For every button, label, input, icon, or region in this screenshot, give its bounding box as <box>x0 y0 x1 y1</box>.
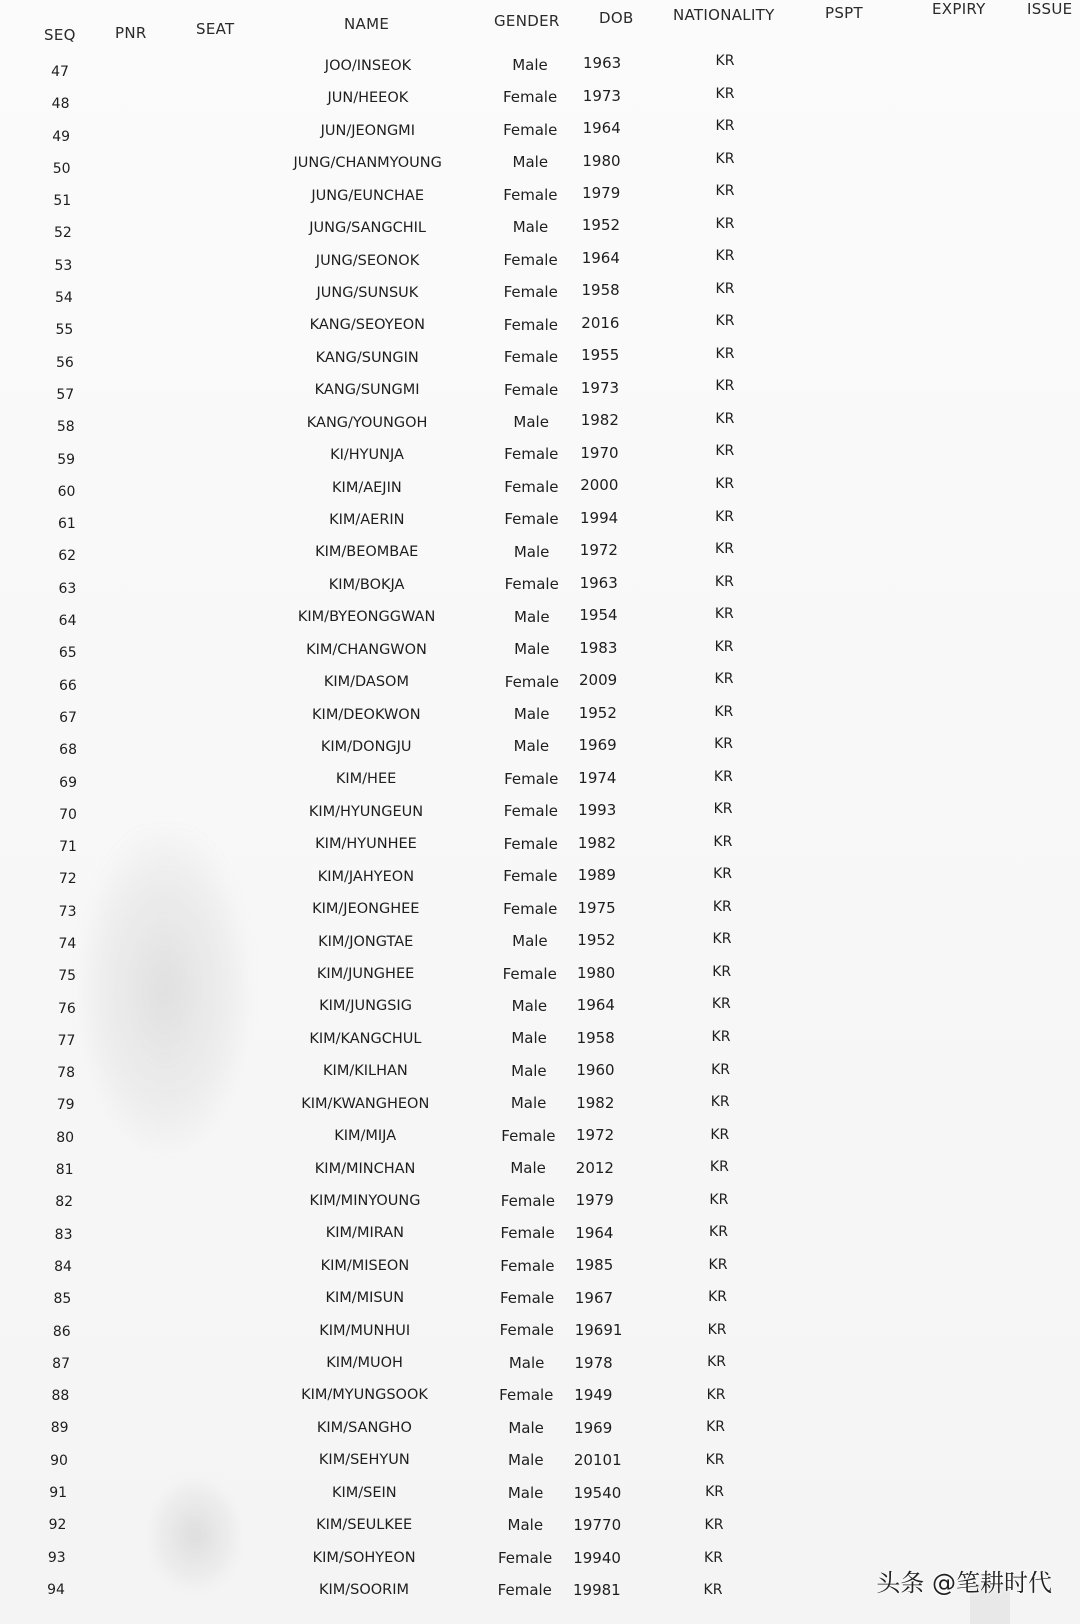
dob-cell: 1982 <box>576 1093 615 1112</box>
name-cell: KIM/MIRAN <box>325 1225 404 1242</box>
seq-cell: 93 <box>47 1549 66 1566</box>
seq-cell: 61 <box>57 516 76 533</box>
seq-cell: 78 <box>57 1065 75 1082</box>
table-row <box>0 315 1080 347</box>
name-cell: KIM/HYUNGEUN <box>308 803 424 820</box>
nationality-cell: KR <box>711 1029 731 1045</box>
header-gender: GENDER <box>494 12 560 30</box>
nationality-cell: KR <box>715 313 735 330</box>
seq-cell: 70 <box>59 806 77 823</box>
name-cell: KIM/MINCHAN <box>314 1160 416 1177</box>
seq-cell: 84 <box>54 1258 72 1275</box>
dob-cell: 19940 <box>573 1548 621 1567</box>
seq-cell: 55 <box>55 322 74 339</box>
name-cell: KIM/BEOMBAE <box>315 544 419 561</box>
header-issue: ISSUE <box>1027 0 1073 18</box>
table-row <box>0 834 1080 866</box>
seq-cell: 50 <box>52 160 71 177</box>
name-cell: JUN/JEONGMI <box>320 122 415 139</box>
table-row <box>0 932 1080 964</box>
nationality-cell: KR <box>703 1582 723 1598</box>
table-row <box>0 1321 1080 1353</box>
name-cell: KIM/KWANGHEON <box>301 1095 430 1112</box>
dob-cell: 1952 <box>577 931 616 950</box>
table-row <box>0 1515 1080 1547</box>
header-pspt: PSPT <box>825 4 863 22</box>
gender-cell: Female <box>504 477 559 496</box>
dob-cell: 1980 <box>577 963 616 982</box>
header-seq: SEQ <box>44 26 76 44</box>
nationality-cell: KR <box>710 1094 730 1110</box>
name-cell: KIM/JUNGHEE <box>316 965 415 982</box>
dob-cell: 1973 <box>580 378 620 397</box>
nationality-cell: KR <box>711 996 731 1013</box>
nationality-cell: KR <box>707 1321 727 1338</box>
gender-cell: Female <box>502 964 557 983</box>
table-row <box>0 85 1080 120</box>
seq-cell: 82 <box>55 1194 74 1211</box>
nationality-cell: KR <box>712 898 732 915</box>
nationality-cell: KR <box>714 573 734 590</box>
table-row <box>0 53 1080 88</box>
gender-cell: Female <box>503 834 558 853</box>
gender-cell: Male <box>513 412 549 431</box>
dob-cell: 1972 <box>576 1126 615 1145</box>
seq-cell: 58 <box>56 419 75 436</box>
nationality-cell: KR <box>715 53 735 69</box>
dob-cell: 2012 <box>575 1158 614 1177</box>
table-row <box>0 802 1080 834</box>
nationality-cell: KR <box>714 638 734 655</box>
table-row <box>0 1159 1080 1191</box>
dob-cell: 1982 <box>577 833 617 852</box>
nationality-cell: KR <box>715 410 735 427</box>
table-row <box>0 1450 1080 1482</box>
dob-cell: 1985 <box>575 1256 614 1275</box>
gender-cell: Female <box>504 769 559 788</box>
dob-cell: 1964 <box>582 119 621 137</box>
gender-cell: Female <box>504 575 559 594</box>
dob-cell: 1979 <box>575 1191 614 1210</box>
gender-cell: Male <box>513 542 550 561</box>
gender-cell: Female <box>503 283 558 302</box>
nationality-cell: KR <box>715 248 735 265</box>
nationality-cell: KR <box>710 1126 730 1143</box>
name-cell: KIM/DEOKWON <box>312 706 421 723</box>
gender-cell: Female <box>500 1191 556 1210</box>
dob-cell: 1967 <box>574 1288 614 1307</box>
dob-cell: 1994 <box>580 508 619 527</box>
dob-cell: 19540 <box>573 1483 622 1502</box>
table-row <box>0 150 1080 185</box>
seq-cell: 86 <box>52 1323 71 1340</box>
gender-cell: Female <box>499 1321 554 1340</box>
seq-cell: 62 <box>58 548 77 565</box>
name-cell: JOO/INSEOK <box>324 58 412 74</box>
seq-cell: 64 <box>58 612 77 629</box>
seq-cell: 71 <box>59 839 77 856</box>
seq-cell: 68 <box>59 742 77 759</box>
name-cell: JUNG/SUNSUK <box>316 285 419 301</box>
dob-cell: 2016 <box>581 313 620 332</box>
nationality-cell: KR <box>705 1484 725 1501</box>
nationality-cell: KR <box>715 85 735 102</box>
gender-cell: Male <box>510 1159 546 1178</box>
seq-cell: 52 <box>53 225 72 242</box>
name-cell: KIM/MINYOUNG <box>309 1192 421 1209</box>
dob-cell: 1960 <box>576 1061 615 1080</box>
dob-cell: 1964 <box>576 996 615 1015</box>
dob-cell: 1958 <box>581 281 620 300</box>
gender-cell: Female <box>503 348 559 366</box>
nationality-cell: KR <box>715 475 735 492</box>
table-row <box>0 1256 1080 1288</box>
header-name: NAME <box>344 15 390 33</box>
table-row <box>0 1029 1080 1061</box>
name-cell: KANG/SUNGMI <box>314 382 420 399</box>
name-cell: KIM/JUNGSIG <box>319 998 412 1015</box>
nationality-cell: KR <box>711 1061 731 1078</box>
gender-cell: Male <box>511 996 548 1015</box>
nationality-cell: KR <box>707 1354 727 1371</box>
name-cell: KIM/MUOH <box>326 1355 403 1371</box>
nationality-cell: KR <box>715 345 735 362</box>
header-expiry: EXPIRY <box>932 0 986 18</box>
name-cell: JUNG/SANGCHIL <box>309 220 426 237</box>
seq-cell: 80 <box>56 1129 75 1146</box>
table-row <box>0 280 1080 315</box>
seq-cell: 48 <box>51 96 70 113</box>
gender-cell: Female <box>497 1581 552 1599</box>
dob-cell: 19691 <box>574 1321 623 1340</box>
dob-cell: 1982 <box>580 411 619 430</box>
gender-cell: Male <box>508 1418 544 1437</box>
nationality-cell: KR <box>704 1549 723 1566</box>
table-row <box>0 1061 1080 1093</box>
nationality-cell: KR <box>713 801 733 818</box>
table-row <box>0 445 1080 477</box>
header-dob: DOB <box>599 9 634 27</box>
dob-cell: 20101 <box>573 1451 622 1469</box>
gender-cell: Female <box>503 185 558 204</box>
gender-cell: Female <box>503 380 559 399</box>
seq-cell: 49 <box>52 128 71 145</box>
gender-cell: Female <box>504 445 559 464</box>
name-cell: KIM/HEE <box>335 771 397 788</box>
table-row <box>0 380 1080 412</box>
name-cell: KIM/JONGTAE <box>318 933 414 950</box>
name-cell: JUNG/EUNCHAE <box>311 187 424 204</box>
dob-cell: 1973 <box>582 86 621 105</box>
header-pnr: PNR <box>115 24 147 42</box>
nationality-cell: KR <box>706 1386 726 1403</box>
seq-cell: 66 <box>58 677 77 694</box>
table-row <box>0 1126 1080 1158</box>
dob-cell: 19770 <box>573 1516 622 1534</box>
dob-cell: 1952 <box>581 216 621 235</box>
gender-cell: Female <box>503 250 558 269</box>
gender-cell: Female <box>503 315 559 334</box>
gender-cell: Male <box>512 56 548 74</box>
name-cell: KIM/JAHYEON <box>317 868 415 885</box>
nationality-cell: KR <box>715 378 735 395</box>
dob-cell: 1979 <box>582 184 621 202</box>
seq-cell: 72 <box>58 871 77 888</box>
gender-cell: Male <box>511 1029 547 1048</box>
gender-cell: Male <box>512 932 548 951</box>
name-cell: KIM/SEULKEE <box>316 1517 413 1534</box>
name-cell: KIM/MYUNGSOOK <box>301 1387 428 1404</box>
gender-cell: Male <box>508 1353 545 1372</box>
table-row <box>0 248 1080 283</box>
seq-cell: 67 <box>59 709 77 726</box>
name-cell: KIM/BYEONGGWAN <box>297 609 436 626</box>
dob-cell: 1955 <box>581 346 620 365</box>
name-cell: KIM/KANGCHUL <box>309 1030 422 1047</box>
gender-cell: Female <box>501 1126 556 1145</box>
gender-cell: Female <box>497 1548 553 1567</box>
dob-cell: 1958 <box>576 1028 615 1047</box>
gender-cell: Female <box>500 1224 555 1243</box>
dob-cell: 1963 <box>583 54 622 72</box>
seq-cell: 54 <box>54 290 73 307</box>
name-cell: KIM/DASOM <box>323 674 409 691</box>
dob-cell: 1974 <box>578 768 617 787</box>
seq-cell: 51 <box>53 193 72 210</box>
dob-cell: 1978 <box>574 1353 613 1372</box>
seq-cell: 57 <box>56 386 75 403</box>
nationality-cell: KR <box>714 606 734 622</box>
gender-cell: Female <box>503 899 558 918</box>
name-cell: KIM/AERIN <box>329 512 405 528</box>
nationality-cell: KR <box>709 1224 728 1241</box>
nationality-cell: KR <box>715 183 735 200</box>
seq-cell: 91 <box>49 1485 68 1502</box>
gender-cell: Male <box>507 1516 544 1535</box>
name-cell: KIM/MISUN <box>325 1290 405 1307</box>
table-row <box>0 1483 1080 1515</box>
seq-cell: 77 <box>57 1032 76 1049</box>
nationality-cell: KR <box>704 1516 724 1533</box>
name-cell: KANG/SUNGIN <box>315 349 419 366</box>
table-row <box>0 345 1080 380</box>
seq-cell: 90 <box>50 1452 68 1469</box>
table-row <box>0 964 1080 996</box>
name-cell: KIM/SOORIM <box>318 1582 410 1598</box>
nationality-cell: KR <box>715 541 734 557</box>
table-row <box>0 672 1080 704</box>
table-row <box>0 215 1080 250</box>
gender-cell: Male <box>511 1061 547 1080</box>
dob-cell: 1964 <box>575 1223 614 1242</box>
name-cell: KIM/HYUNHEE <box>315 836 417 853</box>
header-nationality: NATIONALITY <box>673 6 775 24</box>
table-row <box>0 996 1080 1028</box>
seq-cell: 56 <box>55 354 74 371</box>
dob-cell: 1954 <box>579 606 618 625</box>
nationality-cell: KR <box>709 1159 729 1176</box>
nationality-cell: KR <box>715 508 735 525</box>
name-cell: KIM/SEIN <box>331 1484 397 1501</box>
table-row <box>0 640 1080 672</box>
name-cell: KIM/JEONGHEE <box>312 901 420 918</box>
gender-cell: Female <box>499 1289 555 1307</box>
seq-cell: 47 <box>51 64 69 80</box>
seq-cell: 79 <box>56 1097 75 1114</box>
seq-cell: 87 <box>52 1355 70 1372</box>
table-row <box>0 1418 1080 1450</box>
name-cell: KIM/KILHAN <box>323 1063 408 1080</box>
table-row <box>0 737 1080 769</box>
name-cell: JUN/HEEOK <box>327 90 409 107</box>
name-cell: KIM/MIJA <box>334 1128 397 1144</box>
table-row <box>0 705 1080 737</box>
dob-cell: 1949 <box>574 1386 613 1404</box>
seq-cell: 73 <box>58 903 77 920</box>
table-row <box>0 510 1080 542</box>
seq-cell: 75 <box>58 968 77 985</box>
nationality-cell: KR <box>713 833 733 850</box>
dob-cell: 2000 <box>580 476 619 495</box>
gender-cell: Male <box>514 640 550 659</box>
table-row <box>0 867 1080 899</box>
gender-cell: Female <box>504 672 560 691</box>
gender-cell: Female <box>503 120 558 139</box>
seq-cell: 89 <box>50 1420 69 1437</box>
seq-cell: 76 <box>57 1000 76 1017</box>
name-cell: KI/HYUNJA <box>330 447 404 464</box>
nationality-cell: KR <box>708 1256 728 1273</box>
table-row <box>0 899 1080 931</box>
dob-cell: 1969 <box>574 1418 613 1437</box>
seq-cell: 83 <box>54 1226 73 1243</box>
seq-cell: 85 <box>53 1291 72 1308</box>
seq-cell: 74 <box>58 936 77 953</box>
nationality-cell: KR <box>715 280 735 297</box>
nationality-cell: KR <box>713 866 733 883</box>
nationality-cell: KR <box>708 1289 728 1306</box>
seq-cell: 92 <box>48 1517 67 1534</box>
name-cell: KIM/SEHYUN <box>318 1452 410 1469</box>
name-cell: KIM/AEJIN <box>332 479 402 496</box>
nationality-cell: KR <box>713 768 733 785</box>
table-row <box>0 475 1080 510</box>
dob-cell: 1980 <box>582 151 621 170</box>
name-cell: KIM/MISEON <box>320 1257 410 1274</box>
gender-cell: Male <box>514 607 550 626</box>
gender-cell: Female <box>504 510 559 529</box>
nationality-cell: KR <box>715 215 735 232</box>
seq-cell: 60 <box>57 483 76 500</box>
table-row <box>0 542 1080 574</box>
nationality-cell: KR <box>715 118 735 135</box>
gender-cell: Male <box>507 1483 544 1502</box>
table-row <box>0 769 1080 801</box>
name-cell: KANG/YOUNGOH <box>306 414 428 431</box>
nationality-cell: KR <box>714 703 734 720</box>
nationality-cell: KR <box>715 150 735 167</box>
table-row <box>0 1191 1080 1223</box>
name-cell: KIM/SOHYEON <box>312 1549 416 1566</box>
dob-cell: 1983 <box>579 638 618 657</box>
gender-cell: Female <box>503 867 558 886</box>
name-cell: KIM/BOKJA <box>328 576 405 593</box>
header-seat: SEAT <box>196 20 235 38</box>
gender-cell: Female <box>502 88 558 107</box>
gender-cell: Male <box>510 1094 547 1113</box>
table-row <box>0 1094 1080 1126</box>
dob-cell: 1964 <box>581 249 620 267</box>
gender-cell: Male <box>513 737 550 756</box>
seq-cell: 53 <box>54 257 73 274</box>
table-row <box>0 575 1080 607</box>
name-cell: KANG/SEOYEON <box>309 317 425 334</box>
seq-cell: 81 <box>55 1162 74 1179</box>
dob-cell: 1975 <box>577 898 616 917</box>
table-row <box>0 1353 1080 1385</box>
name-cell: KIM/DONGJU <box>320 738 412 755</box>
dob-cell: 1993 <box>578 801 617 820</box>
nationality-cell: KR <box>714 671 734 688</box>
nationality-cell: KR <box>714 736 734 753</box>
nationality-cell: KR <box>715 443 735 460</box>
name-cell: JUNG/CHANMYOUNG <box>293 155 442 172</box>
seq-cell: 88 <box>51 1388 70 1405</box>
gender-cell: Male <box>508 1451 544 1470</box>
gender-cell: Male <box>512 153 549 172</box>
dob-cell: 1969 <box>578 736 617 755</box>
name-cell: KIM/SANGHO <box>316 1419 412 1436</box>
seq-cell: 59 <box>57 451 76 468</box>
gender-cell: Female <box>499 1386 554 1405</box>
seq-cell: 94 <box>47 1582 65 1598</box>
nationality-cell: KR <box>705 1451 725 1468</box>
table-row <box>0 607 1080 639</box>
seq-cell: 65 <box>58 645 77 662</box>
nationality-cell: KR <box>712 931 732 948</box>
gender-cell: Male <box>513 704 550 723</box>
table-row <box>0 183 1080 218</box>
seq-cell: 69 <box>59 774 77 791</box>
name-cell: KIM/CHANGWON <box>306 641 427 658</box>
name-cell: KIM/MUNHUI <box>319 1322 411 1339</box>
dob-cell: 2009 <box>579 671 618 690</box>
watermark-text: 头条 @笔耕时代 <box>876 1569 1052 1597</box>
dob-cell: 1963 <box>579 573 618 592</box>
dob-cell: 1972 <box>579 541 618 560</box>
nationality-cell: KR <box>706 1419 726 1436</box>
dob-cell: 1970 <box>580 443 619 462</box>
table-row <box>0 118 1080 153</box>
table-row <box>0 1223 1080 1255</box>
name-cell: JUNG/SEONOK <box>315 252 420 269</box>
gender-cell: Female <box>503 802 559 821</box>
dob-cell: 19981 <box>573 1581 621 1599</box>
nationality-cell: KR <box>709 1191 729 1208</box>
table-row <box>0 1288 1080 1320</box>
seq-cell: 63 <box>58 580 77 597</box>
gender-cell: Male <box>512 218 549 237</box>
dob-cell: 1952 <box>578 703 617 722</box>
dob-cell: 1989 <box>577 866 616 885</box>
gender-cell: Female <box>500 1256 555 1275</box>
nationality-cell: KR <box>712 963 732 980</box>
table-row <box>0 410 1080 445</box>
table-row <box>0 1385 1080 1417</box>
